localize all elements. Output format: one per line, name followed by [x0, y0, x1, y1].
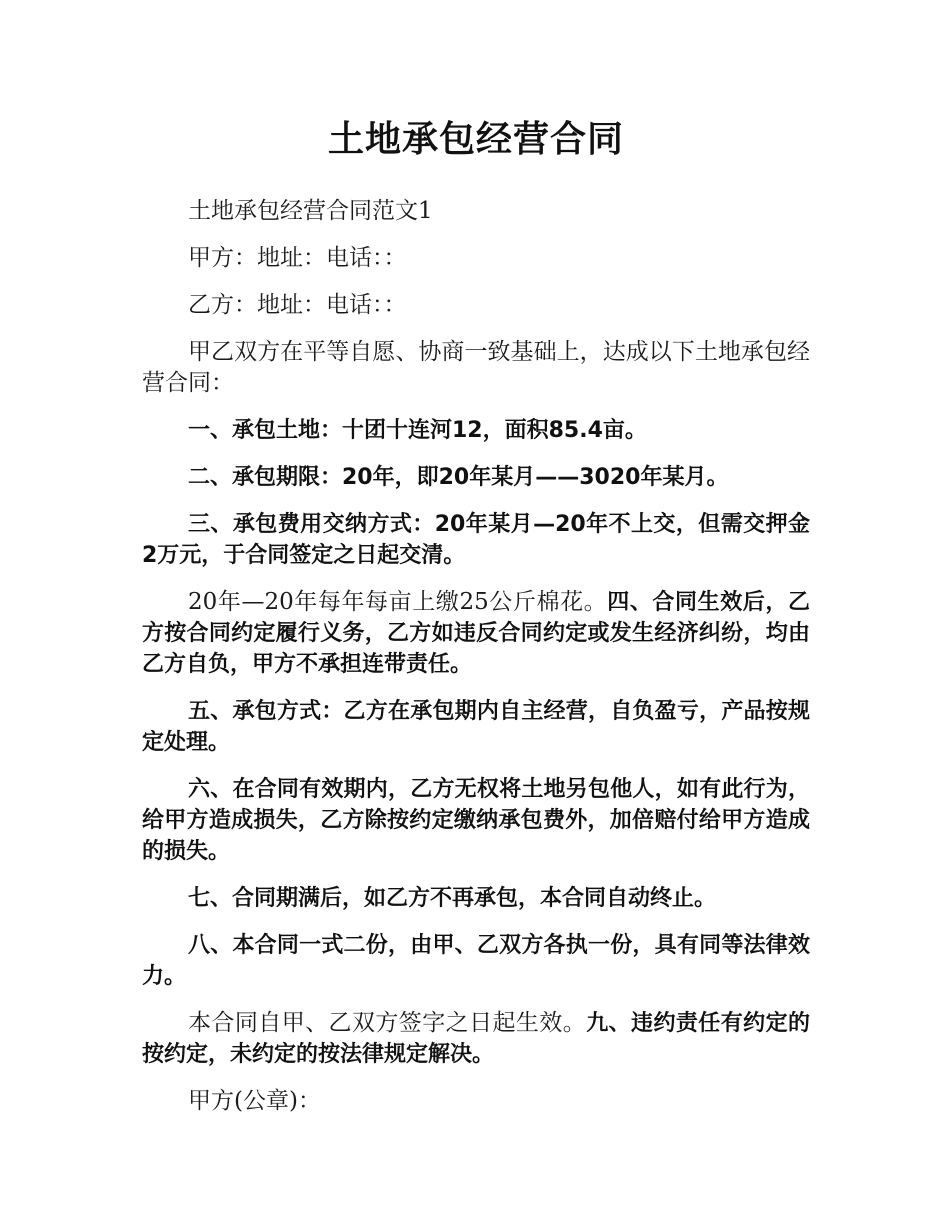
- clause-2-term: 二、承包期限：20年，即20年某月——3020年某月。: [188, 465, 729, 490]
- clause-7-expiry: 七、合同期满后，如乙方不再承包，本合同自动终止。: [188, 886, 717, 911]
- paragraph-sample-heading: 土地承包经营合同范文1: [188, 198, 433, 224]
- clause-8-copies: 八、本合同一式二份，由甲、乙双方各执一份，具有同等法律效力。: [142, 933, 810, 989]
- clause-9-liability: 九、违约责任有约定的按约定，未约定的按法律规定解决。: [142, 1011, 810, 1067]
- clause-5-method: 五、承包方式：乙方在承包期内自主经营，自负盈亏，产品按规定处理。: [142, 699, 810, 755]
- effective-date-text: 本合同自甲、乙双方签字之日起生效。: [188, 1010, 587, 1036]
- paragraph-party-b: 乙方：地址：电话：：: [188, 292, 407, 318]
- paragraph-party-a: 甲方：地址：电话：：: [188, 245, 407, 271]
- document-title: 土地承包经营合同: [327, 119, 624, 160]
- cotton-payment-text: 20年—20年每年每亩上缴25公斤棉花。: [188, 589, 608, 615]
- paragraph-preamble: 甲乙双方在平等自愿、协商一致基础上，达成以下土地承包经营合同：: [142, 339, 810, 396]
- party-a-seal-line: 甲方(公章)：: [188, 1088, 321, 1114]
- clause-3-payment: 三、承包费用交纳方式：20年某月—20年不上交，但需交押金2万元，于合同签定之日起交清。: [142, 512, 810, 568]
- clause-1-land: 一、承包土地：十团十连河12，面积85.4亩。: [188, 418, 647, 443]
- paragraph-effective-and-clause-9: [142, 1008, 810, 1070]
- clause-4-effect: 四、合同生效后，乙方按合同约定履行义务，乙方如违反合同约定或发生经济纠纷，均由乙方自负，甲方不承担连带责任。: [142, 590, 810, 677]
- clause-6-subcontract: 六、在合同有效期内，乙方无权将土地另包他人，如有此行为，给甲方造成损失，乙方除按约定缴纳承包费外，加倍赔付给甲方造成的损失。: [142, 777, 810, 864]
- paragraph-cotton-and-clause-4: [142, 587, 810, 680]
- document-page: [142, 110, 810, 1133]
